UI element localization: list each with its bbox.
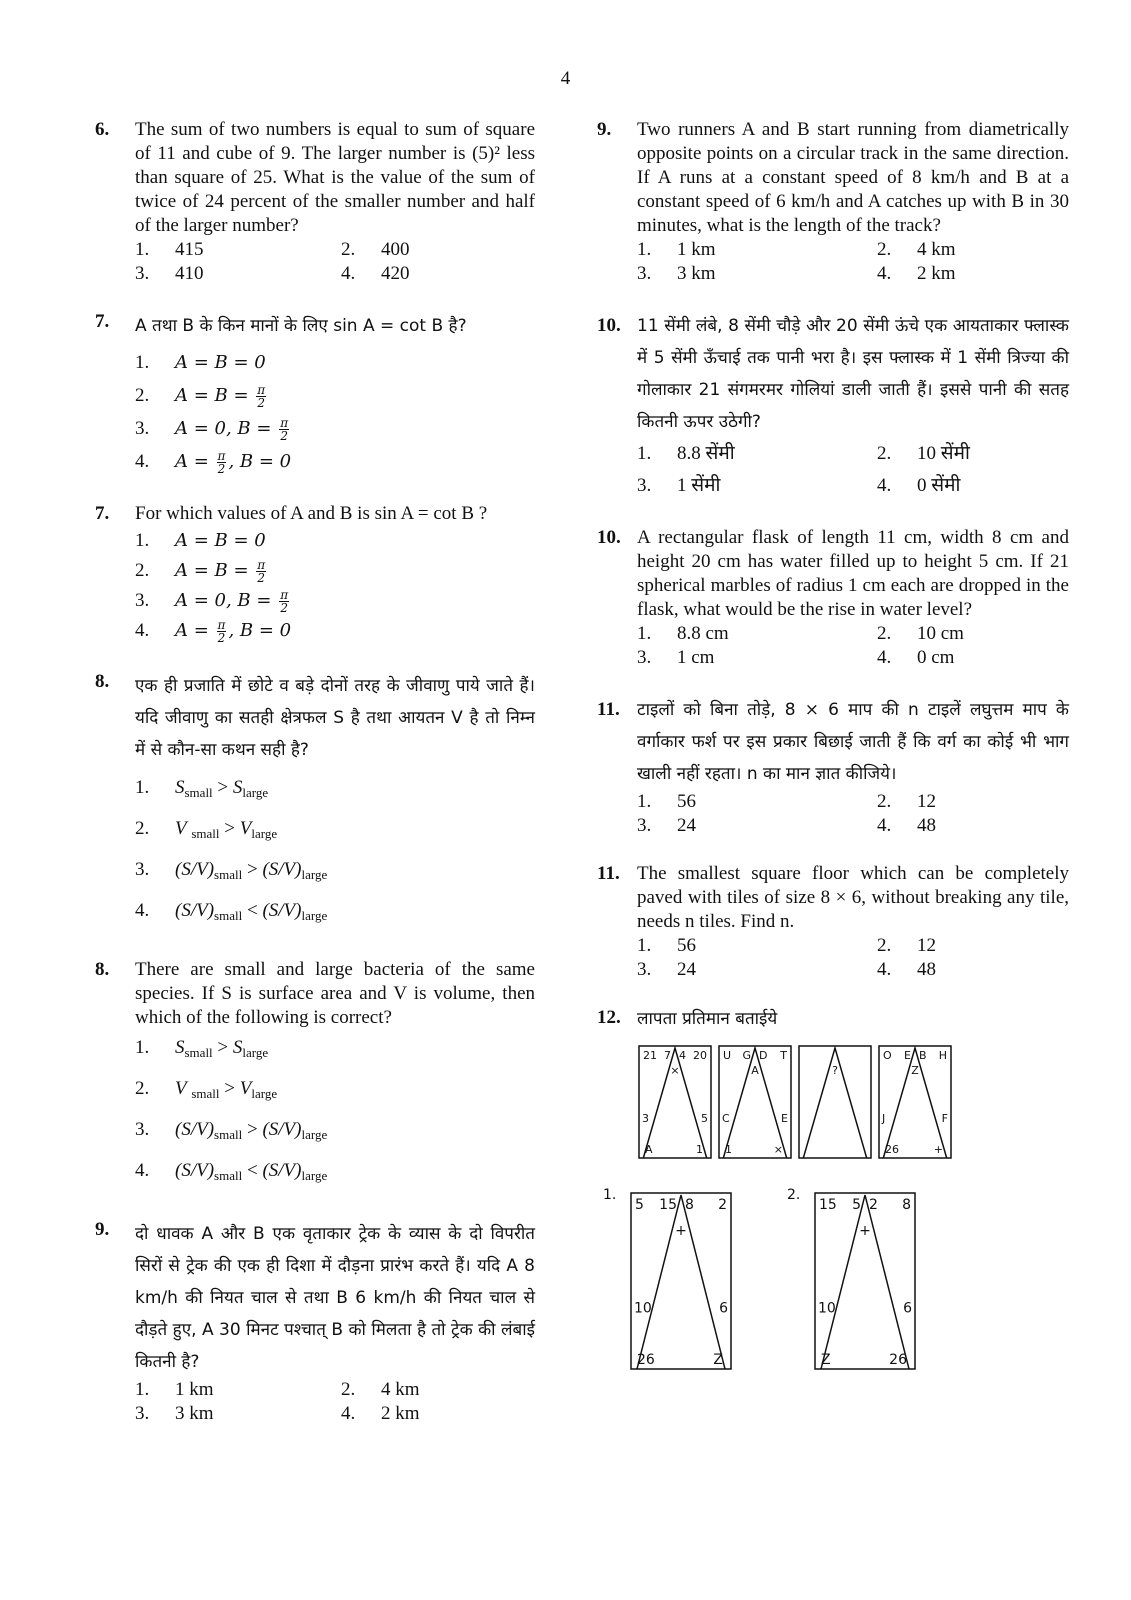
question-number: 8. <box>95 671 110 692</box>
question-text: The sum of two numbers is equal to sum of square of 11 and cube of 9. The larger number is (5)² less than square of 25. What is the value of the sum of twice of 24 percent of the smaller number and half of the larger number? <box>135 119 535 236</box>
option-1[interactable]: 1. $S_{small} > S_{large}$ <box>135 777 269 800</box>
option-4[interactable]: 4. 48 <box>877 815 936 836</box>
left-column <box>95 118 535 1450</box>
question-10-english <box>597 526 1069 670</box>
question-text: Two runners A and B start running from diametrically opposite points on a circular track in the same direction. If A runs at a constant speed of 8 km/h and B at a constant speed of 6 km/h and A catches up with B in 30 minutes, what is the length of the track? <box>637 119 1069 236</box>
question-text: एक ही प्रजाति में छोटे व बड़े दोनों तरह के जीवाणु पाये जाते हैं। यदि जीवाणु का सतही क्षेत्रफल S है तथा आयतन V है तो निम्न में से कौन-सा कथन सही है? <box>135 676 535 760</box>
label-mid-left: 10 <box>634 1300 652 1317</box>
label-top-mid-left: 7 <box>664 1049 671 1062</box>
label-bottom-left: 26 <box>885 1143 899 1156</box>
label-apex: + <box>675 1223 687 1240</box>
answer-label: 1. <box>603 1187 617 1203</box>
option-2[interactable]: 2. 10 cm <box>877 623 964 644</box>
question-number: 11. <box>597 699 620 720</box>
question-text: दो धावक A और B एक वृताकार ट्रेक के व्यास के दो विपरीत सिरों से ट्रेक की एक ही दिशा में दौड़ना प्रारंभ करते हैं। यदि A 8 km/h की नियत चाल से तथा B 6 km/h की नियत चाल से दौड़ते हुए, A 30 मिनट पश्चात् B को मिलता है तो ट्रेक की लंबाई कितनी है? <box>135 1224 535 1372</box>
label-bottom-left: Z <box>821 1352 831 1368</box>
label-top-left: 15 <box>819 1197 837 1213</box>
option-3[interactable]: 3. 410 <box>135 263 204 284</box>
question-12 <box>597 1006 1069 1373</box>
pattern-figure-3 <box>799 1046 871 1158</box>
label-mid-right: 6 <box>719 1300 728 1317</box>
label-bottom-right: 1 <box>696 1143 703 1156</box>
label-mid-right: E <box>781 1112 788 1126</box>
question-11-hindi <box>597 694 1069 838</box>
option-1[interactable]: 1. 1 km <box>637 239 716 260</box>
right-column <box>597 118 1069 1373</box>
question-9-english <box>597 118 1069 286</box>
option-2[interactable]: 2. 4 km <box>877 239 956 260</box>
option-4[interactable]: 4. 2 km <box>877 263 956 284</box>
label-mid-left: C <box>722 1112 730 1126</box>
option-4[interactable]: 4. 0 सेंमी <box>877 475 961 496</box>
question-number: 10. <box>597 315 621 336</box>
label-mid-left: 3 <box>642 1112 649 1126</box>
option-1[interactable]: 1. 415 <box>135 239 204 260</box>
page-number: 4 <box>560 68 571 89</box>
question-9-hindi <box>95 1218 535 1426</box>
question-text: लापता प्रतिमान बताईये <box>637 1009 778 1029</box>
label-top-mid-left: G <box>742 1049 751 1062</box>
answer-figures <box>597 1183 1069 1373</box>
label-mid-right: 6 <box>903 1300 912 1317</box>
answer-figure <box>815 1193 915 1369</box>
option-1[interactable]: 1. $S_{small} > S_{large}$ <box>135 1037 269 1060</box>
label-mid-left: J <box>882 1112 886 1126</box>
options <box>135 770 535 934</box>
option-4[interactable]: 4. $(S/V)_{small} < (S/V)_{large}$ <box>135 900 328 923</box>
figure-border <box>631 1193 731 1369</box>
pattern-figures <box>637 1038 1069 1169</box>
option-2[interactable]: 2. A = B = $\frac{\pi}{2}$ <box>135 557 266 585</box>
triangle <box>821 1195 909 1369</box>
options <box>135 1030 535 1194</box>
question-number: 8. <box>95 959 110 980</box>
question-6 <box>95 118 535 286</box>
question-8-english <box>95 958 535 1194</box>
label-top-right: 2 <box>718 1197 727 1213</box>
options <box>637 238 1069 286</box>
option-2[interactable]: 2. 400 <box>341 239 410 260</box>
option-3[interactable]: 3. 3 km <box>637 263 716 284</box>
label-apex: ? <box>832 1063 838 1077</box>
option-3[interactable]: 3. 24 <box>637 815 696 836</box>
label-bottom-left: A <box>645 1143 653 1156</box>
label-mid-left: 10 <box>818 1300 836 1317</box>
label-top-left: O <box>883 1049 892 1062</box>
question-text: There are small and large bacteria of the same species. If S is surface area and V is volume, then which of the following is correct? <box>135 959 535 1028</box>
answer-figure-1[interactable] <box>597 1183 757 1373</box>
option-1[interactable]: 1. 1 km <box>135 1379 214 1400</box>
triangle <box>637 1195 725 1369</box>
option-4[interactable]: 4. A = $\frac{\pi}{2}$ , B = 0 <box>135 617 292 645</box>
label-top-mid-right: D <box>759 1049 768 1062</box>
options <box>637 622 1069 670</box>
label-apex: Z <box>911 1063 919 1077</box>
label-bottom-right: Z <box>713 1352 723 1368</box>
option-1[interactable]: 1. 8.8 cm <box>637 623 729 644</box>
options <box>135 1378 535 1426</box>
figure-border <box>879 1046 951 1158</box>
option-1[interactable]: 1. A = B = 0 <box>135 530 266 551</box>
label-apex: + <box>859 1223 871 1240</box>
option-3[interactable]: 3. 1 सेंमी <box>637 475 721 496</box>
label-top-mid-left: E <box>904 1049 911 1062</box>
option-3[interactable]: 3. A = 0, B = $\frac{\pi}{2}$ <box>135 415 289 443</box>
option-2[interactable]: 2. V $_{small} > V_{large}$ <box>135 1078 278 1101</box>
option-2[interactable]: 2. V $_{small} > V_{large}$ <box>135 818 278 841</box>
option-2[interactable]: 2. A = B = $\frac{\pi}{2}$ <box>135 382 266 410</box>
option-3[interactable]: 3. $(S/V)_{small} > (S/V)_{large}$ <box>135 859 328 882</box>
options <box>637 438 1069 502</box>
question-11-english <box>597 862 1069 982</box>
options <box>135 346 535 478</box>
option-4[interactable]: 4. 2 km <box>341 1403 420 1424</box>
question-text: The smallest square floor which can be completely paved with tiles of size 8 × 6, without breaking any tile, needs n tiles. Find n. <box>637 863 1069 932</box>
label-top-right: H <box>938 1049 947 1062</box>
question-text: A rectangular flask of length 11 cm, width 8 cm and height 20 cm has water filled up to height 5 cm. If 21 spherical marbles of radius 1 cm each are dropped in the flask, what would be the rise in water level? <box>637 527 1069 620</box>
question-7-english <box>95 502 535 646</box>
option-2[interactable]: 2. 12 <box>877 791 936 812</box>
label-bottom-right: + <box>933 1143 943 1156</box>
options <box>637 934 1069 982</box>
figure-border <box>639 1046 711 1158</box>
question-number: 10. <box>597 527 621 548</box>
label-top-mid-left: 5 <box>852 1197 861 1213</box>
label-top-left: U <box>723 1049 732 1062</box>
option-4[interactable]: 4. A = $\frac{\pi}{2}$ , B = 0 <box>135 448 292 476</box>
question-text: For which values of A and B is sin A = cot B ? <box>135 503 488 524</box>
options <box>135 526 535 646</box>
option-1[interactable]: 1. A = B = 0 <box>135 352 266 373</box>
label-apex: × <box>670 1063 680 1077</box>
label-bottom-left: 1 <box>725 1143 732 1156</box>
question-10-hindi <box>597 310 1069 502</box>
label-bottom-left: 26 <box>637 1352 655 1368</box>
option-1[interactable]: 1. 56 <box>637 935 696 956</box>
answer-label: 2. <box>787 1187 801 1203</box>
option-3[interactable]: 3. 3 km <box>135 1403 214 1424</box>
figure-border <box>799 1046 871 1158</box>
label-mid-right: 5 <box>701 1112 708 1126</box>
question-text: 11 सेंमी लंबे, 8 सेंमी चौड़े और 20 सेंमी ऊंचे एक आयताकार फ्लास्क में 5 सेंमी ऊँचाई तक पानी भरा है। इस फ्लास्क में 1 सेंमी त्रिज्या की गोलाकार 21 संगमरमर गोलियां डाली जाती हैं। इससे पानी की सतह कितनी ऊपर उठेगी? <box>637 316 1069 432</box>
label-top-mid-right: 8 <box>685 1197 694 1213</box>
question-number: 6. <box>95 119 110 140</box>
label-top-right: 20 <box>693 1049 707 1062</box>
option-3[interactable]: 3. 1 cm <box>637 647 715 668</box>
pattern-figure-4 <box>879 1046 951 1158</box>
figure-border <box>815 1193 915 1369</box>
option-3[interactable]: 3. 24 <box>637 959 696 980</box>
pattern-figure-row <box>637 1038 957 1162</box>
answer-figure <box>631 1193 731 1369</box>
options <box>637 790 1069 838</box>
label-top-left: 21 <box>643 1049 657 1062</box>
option-2[interactable]: 2. 10 सेंमी <box>877 443 970 464</box>
pattern-figure-1 <box>639 1046 711 1158</box>
label-top-right: T <box>780 1049 787 1062</box>
figure-border <box>719 1046 791 1158</box>
option-3[interactable]: 3. A = 0, B = $\frac{\pi}{2}$ <box>135 587 289 615</box>
option-3[interactable]: 3. $(S/V)_{small} > (S/V)_{large}$ <box>135 1119 328 1142</box>
label-bottom-right: 26 <box>889 1352 907 1368</box>
question-number: 7. <box>95 311 110 332</box>
option-4[interactable]: 4. 48 <box>877 959 936 980</box>
question-number: 9. <box>597 119 612 140</box>
question-number: 7. <box>95 503 110 524</box>
option-4[interactable]: 4. $(S/V)_{small} < (S/V)_{large}$ <box>135 1160 328 1183</box>
question-8-hindi <box>95 670 535 934</box>
label-mid-right: F <box>941 1112 948 1126</box>
question-7-hindi <box>95 310 535 478</box>
option-4[interactable]: 4. 0 cm <box>877 647 955 668</box>
option-4[interactable]: 4. 420 <box>341 263 410 284</box>
label-top-right: 8 <box>902 1197 911 1213</box>
option-1[interactable]: 1. 56 <box>637 791 696 812</box>
label-top-mid-right: 2 <box>869 1197 878 1213</box>
option-2[interactable]: 2. 4 km <box>341 1379 420 1400</box>
pattern-figure-2 <box>719 1046 791 1158</box>
label-bottom-right: × <box>773 1143 783 1156</box>
options <box>135 238 535 286</box>
answer-figure-2[interactable] <box>781 1183 941 1373</box>
label-top-mid-left: 15 <box>659 1197 677 1213</box>
question-text: A तथा B के किन मानों के लिए sin A = cot B है? <box>135 316 467 336</box>
label-apex: A <box>751 1063 759 1077</box>
question-number: 9. <box>95 1219 110 1240</box>
question-number: 12. <box>597 1007 621 1028</box>
label-top-left: 5 <box>635 1197 644 1213</box>
option-1[interactable]: 1. 8.8 सेंमी <box>637 443 735 464</box>
question-number: 11. <box>597 863 620 884</box>
label-top-mid-right: B <box>919 1049 927 1062</box>
option-2[interactable]: 2. 12 <box>877 935 936 956</box>
label-top-mid-right: 4 <box>679 1049 686 1062</box>
question-text: टाइलों को बिना तोड़े, 8 × 6 माप की n टाइलें लघुत्तम माप के वर्गाकार फर्श पर इस प्रकार बिछाई जाती हैं कि वर्ग का कोई भी भाग खाली नहीं रहता। n का मान ज्ञात कीजिये। <box>637 700 1069 784</box>
